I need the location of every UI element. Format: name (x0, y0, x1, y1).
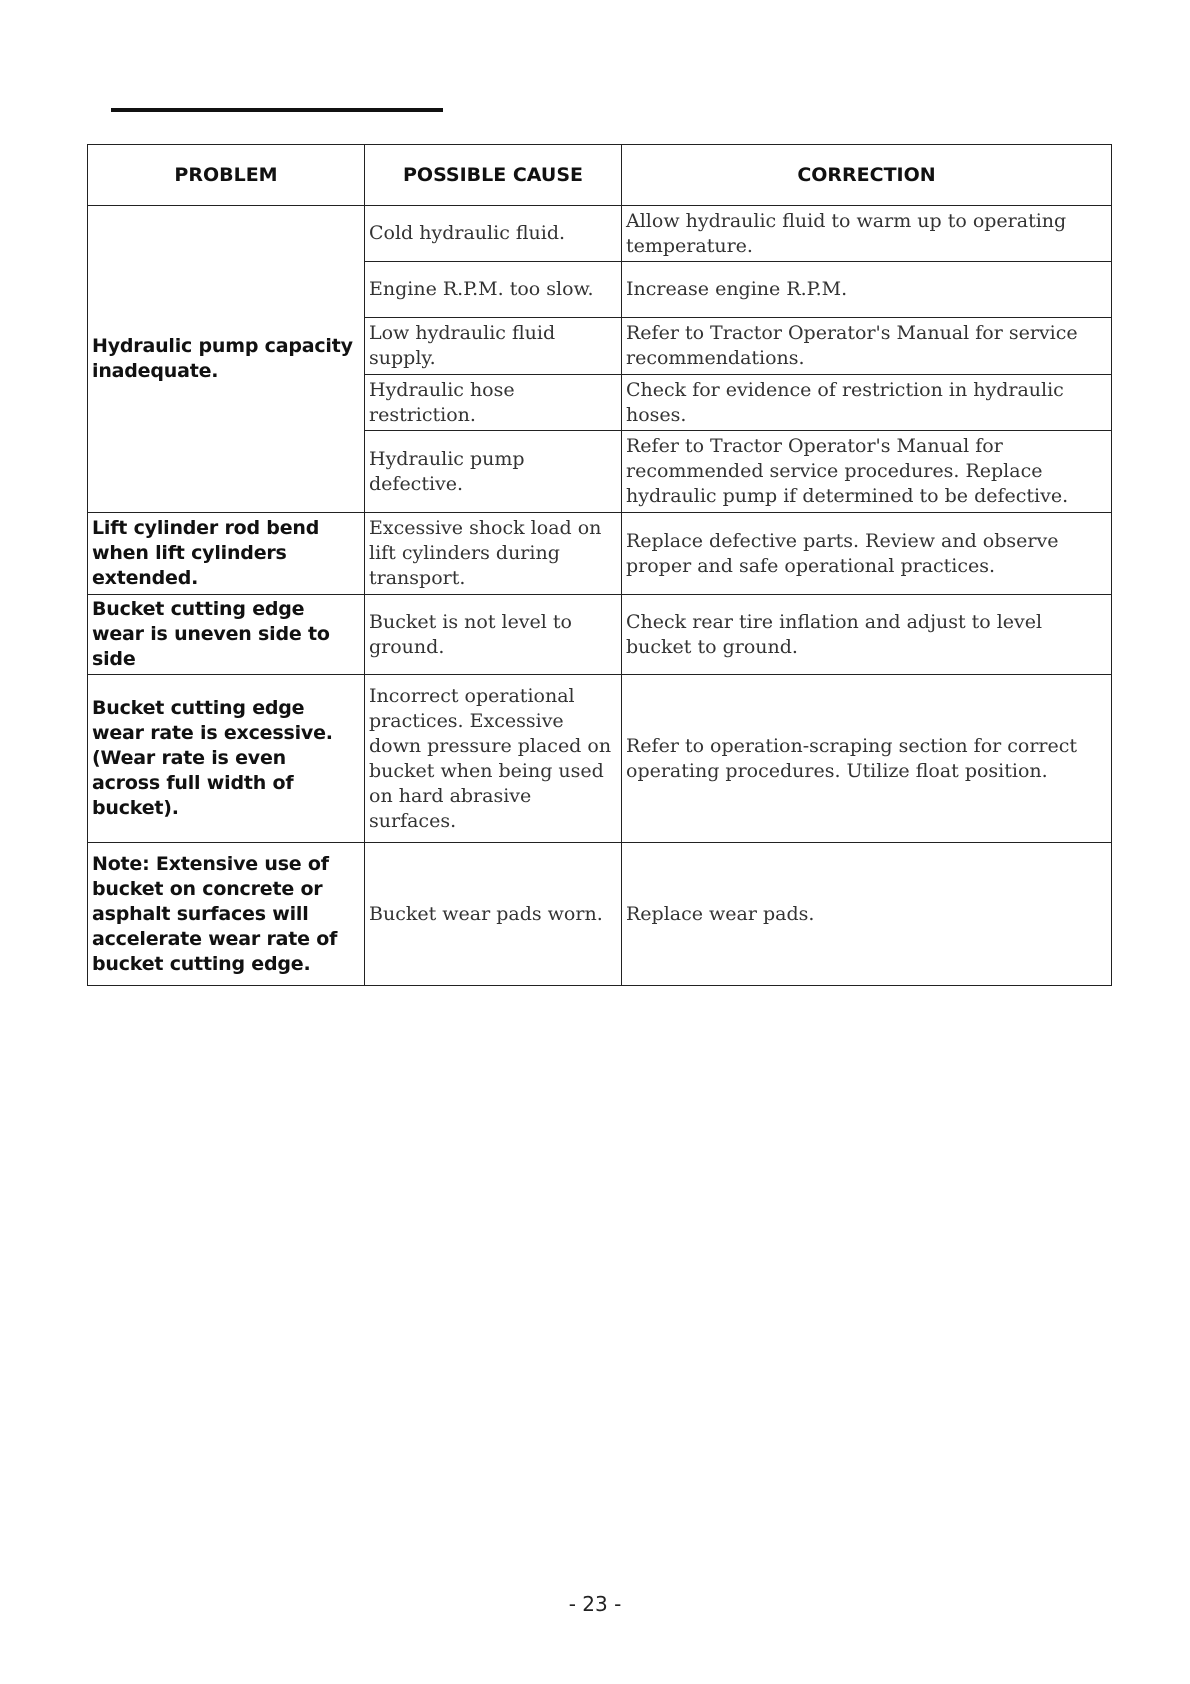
correction-cell: Check rear tire inflation and adjust to level bucket to ground. (622, 595, 1112, 675)
table-row (88, 595, 1112, 675)
correction-cell: Refer to Tractor Operator's Manual for recommended service procedures. Replace hydraulic pump if determined to be defective. (622, 431, 1112, 513)
cause-cell: Cold hydraulic fluid. (365, 206, 622, 262)
header-possible-cause: POSSIBLE CAUSE (365, 145, 622, 206)
correction-cell: Replace wear pads. (622, 843, 1112, 986)
table-row (88, 675, 1112, 843)
problem-cell: Hydraulic pump capacity inadequate. (88, 206, 365, 513)
correction-cell: Replace defective parts. Review and observe proper and safe operational practices. (622, 513, 1112, 595)
header-row (88, 145, 1112, 206)
header-correction: CORRECTION (622, 145, 1112, 206)
cause-cell: Excessive shock load on lift cylinders during transport. (365, 513, 622, 595)
cause-cell: Incorrect operational practices. Excessive down pressure placed on bucket when being used on hard abrasive surfaces. (365, 675, 622, 843)
correction-cell: Refer to Tractor Operator's Manual for service recommendations. (622, 318, 1112, 375)
page-number: - 23 - (568, 1592, 622, 1616)
problem-cell: Lift cylinder rod bend when lift cylinders extended. (88, 513, 365, 595)
correction-cell: Refer to operation-scraping section for correct operating procedures. Utilize float position. (622, 675, 1112, 843)
cause-cell: Low hydraulic fluid supply. (365, 318, 622, 375)
troubleshooting-table (87, 144, 1112, 986)
problem-cell: Note: Extensive use of bucket on concrete or asphalt surfaces will accelerate wear rate of bucket cutting edge. (88, 843, 365, 986)
problem-cell: Bucket cutting edge wear is uneven side to side (88, 595, 365, 675)
table-row (88, 513, 1112, 595)
correction-cell: Increase engine R.P.M. (622, 262, 1112, 318)
table-row (88, 206, 1112, 262)
header-problem: PROBLEM (88, 145, 365, 206)
cause-cell: Bucket wear pads worn. (365, 843, 622, 986)
correction-cell: Check for evidence of restriction in hydraulic hoses. (622, 375, 1112, 431)
cause-cell: Hydraulic hose restriction. (365, 375, 622, 431)
cause-cell: Bucket is not level to ground. (365, 595, 622, 675)
correction-cell: Allow hydraulic fluid to warm up to operating temperature. (622, 206, 1112, 262)
cause-cell: Engine R.P.M. too slow. (365, 262, 622, 318)
top-rule (111, 108, 443, 112)
problem-cell: Bucket cutting edge wear rate is excessive. (Wear rate is even across full width of bucket). (88, 675, 365, 843)
cause-cell: Hydraulic pump defective. (365, 431, 622, 513)
table-row (88, 843, 1112, 986)
